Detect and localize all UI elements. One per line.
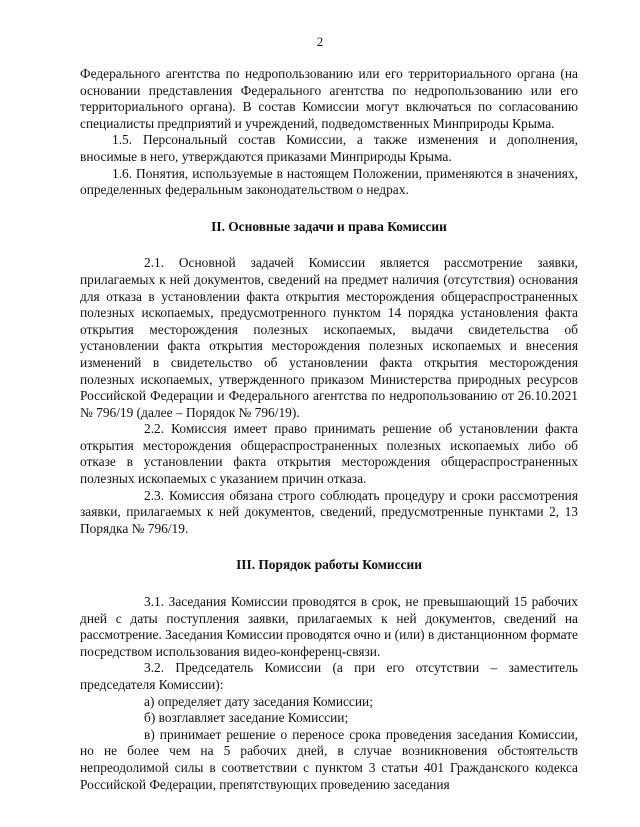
paragraph-3-2: 3.2. Председатель Комиссии (а при его отсутствии – заместитель председателя Комиссии): [80,660,578,692]
list-item-a: а) определяет дату заседания Комиссии; [144,693,373,709]
section-2-heading: II. Основные задачи и права Комиссии [211,218,447,234]
document-body [80,66,578,793]
paragraph-1-5: 1.5. Персональный состав Комиссии, а также изменения и дополнения, вносимые в него, утверждаются приказами Минприроды Крыма. [80,132,578,164]
paragraph-2-3: 2.3. Комиссия обязана строго соблюдать процедуру и сроки рассмотрения заявки, прилагаемых к ней документов, сведений, предусмотренные пунктами 2, 13 Порядка № 796/19. [80,487,578,536]
paragraph-3-1: 3.1. Заседания Комиссии проводятся в срок, не превышающий 15 рабочих дней с даты поступления заявки, прилагаемых к ней документов, сведений на рассмотрение. Заседания Комиссии проводятся очно и (или) в дистанционном формате посредством использования видео-конференц-связи. [80,594,578,659]
page-number: 2 [316,34,324,49]
section-3-heading: III. Порядок работы Комиссии [236,557,422,573]
list-item-b: б) возглавляет заседание Комиссии; [144,710,349,726]
paragraph-1-4-continued: Федерального агентства по недропользованию или его территориального органа (на основании представления Федерального агентства по недропользованию или его территориального органа). В состав Комиссии могут включаться по согласованию специалисты предприятий и учреждений, подведомственных Минприроды Крыма. [80,66,578,131]
paragraph-1-6: 1.6. Понятия, используемые в настоящем Положении, применяются в значениях, определенных федеральным законодательством о недрах. [80,165,578,198]
paragraph-2-2: 2.2. Комиссия имеет право принимать решение об установлении факта открытия месторождения общераспространенных полезных ископаемых либо об отказе в установлении факта открытия месторождения общераспространенных полезных ископаемых с указанием причин отказа. [80,421,578,487]
list-item-c: в) принимает решение о переносе срока проведения заседания Комиссии, но не более чем на 5 рабочих дней, в случае возникновения обстоятельств непреодолимой силы в соответствии с пунктом 3 статьи 401 Гражданского кодекса Российской Федерации, препятствующих проведению заседания [80,726,578,792]
paragraph-2-1: 2.1. Основной задачей Комиссии является рассмотрение заявки, прилагаемых к ней документов, сведений на предмет наличия (отсутствия) основания для отказа в установлении факта открытия месторождения общераспространенных полезных ископаемых, предусмотренного пунктом 14 порядка установления факта открытия месторождения полезных ископаемых, выдачи свидетельства об установлении факта открытия месторождения полезных ископаемых и внесения изменений в свидетельство об установлении факта открытия месторождения полезных ископаемых, утвержденного приказом Министерства природных ресурсов Российской Федерации и Федерального агентства по недропользованию от 26.10.2021 № 796/19 (далее – Порядок № 796/19). [80,255,578,420]
